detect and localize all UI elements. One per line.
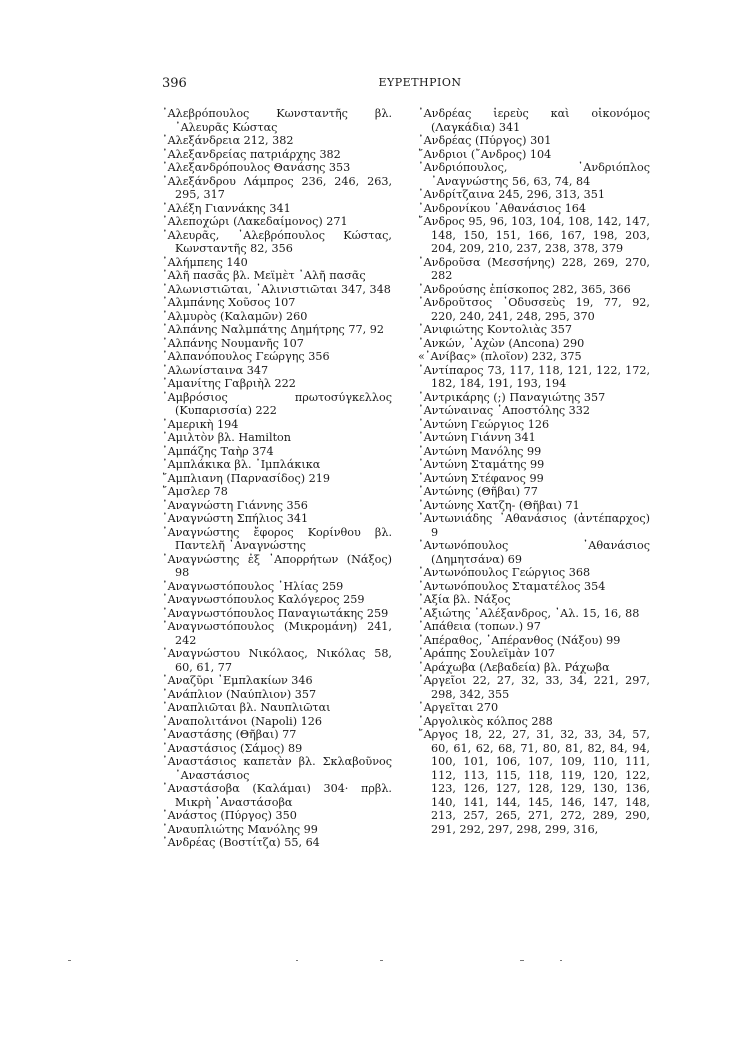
- index-entry: ᾿Αναστάσιος (Σάμος) 89: [162, 741, 303, 755]
- index-entry: ᾿Αράχωβα (Λεβαδεία) βλ. Ράχωβα: [418, 660, 610, 674]
- index-entry: ῎Ανδριοι (῎Ανδρος) 104: [418, 147, 552, 161]
- index-entry: ᾿Αμανίτης Γαβριὴλ 222: [162, 377, 296, 390]
- index-entry: ᾿Αλεβρόπουλος Κωνσταντῆς βλ. ᾿Αλευρᾶς Κώστας: [162, 107, 392, 134]
- scan-speck: [520, 960, 524, 961]
- index-entry: ᾿Αλῆ πασᾶς βλ. Μεϊμὲτ ᾿Αλῆ πασᾶς: [162, 269, 366, 282]
- page-number: 396: [162, 76, 187, 91]
- index-entry: ᾿Αργεῖοι 22, 27, 32, 33, 34, 221, 297, 298, 342, 355: [418, 674, 650, 701]
- index-entry: ᾿Αλευρᾶς, ᾿Αλεβρόπουλος Κώστας, Κωνσταντῆς 82, 356: [162, 228, 392, 255]
- index-entry: ᾿Ανάστος (Πύργος) 350: [162, 809, 297, 822]
- index-entry: ῎Αμπλιανη (Παρνασίδος) 219: [162, 471, 331, 485]
- index-entry: ᾿Αλεξάνδρεια 212, 382: [162, 134, 294, 147]
- index-entry: ᾿Αναστάσιος καπετὰν βλ. Σκλαβοῦνος ᾿Αναστάσιος: [162, 755, 392, 782]
- index-entry: ᾿Αμιλτὸν βλ. Hamilton: [162, 431, 292, 444]
- index-entry: ᾿Αλήμπεης 140: [162, 255, 248, 269]
- index-entry: ᾿Αναγνώστη Σπήλιος 341: [162, 512, 309, 525]
- index-entry: ᾿Αναπολιτάνοι (Napoli) 126: [162, 714, 322, 728]
- index-entry: ᾿Αντωνόπουλος Γεώργιος 368: [418, 566, 591, 579]
- index-entry: ᾿Ανδρίτζαινα 245, 296, 313, 351: [418, 188, 606, 201]
- index-entry: ᾿Αμβρόσιος πρωτοσύγκελλος (Κυπαρισσία) 222: [162, 390, 392, 417]
- index-entry: ᾿Αναγνωστόπουλος (Μικρομάνη) 241, 242: [162, 620, 392, 647]
- index-entry: ᾿Αμπλάκικα βλ. ᾿Ιμπλάκικα: [162, 458, 321, 471]
- index-entry: ᾿Αξία βλ. Νάξος: [418, 593, 511, 606]
- index-entry: ᾿Ανάπλιον (Ναύπλιον) 357: [162, 687, 317, 701]
- index-entry: ᾿Αντώνη Γιάννη 341: [418, 431, 536, 444]
- index-entry: ᾿Αντωνιάδης ᾿Αθανάσιος (ἀντέπαρχος) 9: [418, 512, 650, 539]
- index-entry: ᾿Αναγνωστόπουλος ᾿Ηλίας 259: [162, 579, 344, 593]
- index-entry: ᾿Αντώναινας ᾿Αποστόλης 332: [418, 404, 590, 417]
- index-entry: ῎Ανδρος 95, 96, 103, 104, 108, 142, 147, 148, 150, 151, 166, 167, 198, 203, 204, 209, 210, 237, 238, 378, 379: [418, 215, 650, 255]
- index-entry: «᾿Ανίβας» (πλοῖον) 232, 375: [418, 350, 582, 363]
- index-entry: ᾿Ανδρονίκου ᾿Αθανάσιος 164: [418, 201, 587, 215]
- index-entry: ᾿Αξιώτης ᾿Αλέξανδρος, ᾿Αλ. 15, 16, 88: [418, 606, 640, 620]
- index-entry: ᾿Απάθεια (τοπων.) 97: [418, 620, 541, 633]
- scan-speck: [68, 960, 71, 961]
- index-entry: ᾿Αναστάσης (Θῆβαι) 77: [162, 728, 297, 741]
- index-entry: ᾿Αντωνόπουλος ᾿Αθανάσιος (Δημητσάνα) 69: [418, 539, 650, 566]
- index-entry: ᾿Αλπάνης Νουμανῆς 107: [162, 336, 304, 350]
- index-entry: ᾿Αλεξάνδρου Λάμπρος 236, 246, 263, 295, 317: [162, 174, 392, 201]
- index-entry: ᾿Αναπλιῶται βλ. Ναυπλιῶται: [162, 701, 331, 714]
- index-entry: ᾿Αργολικὸς κόλπος 288: [418, 714, 553, 728]
- index-entry: ᾿Ανδρέας (Πύργος) 301: [418, 134, 552, 147]
- index-entry: ᾿Αναγνωστόπουλος Καλόγερος 259: [162, 593, 365, 606]
- index-entry: ᾿Αντώνης (Θῆβαι) 77: [418, 485, 538, 498]
- index-entry: ᾿Αλμυρὸς (Καλαμῶν) 260: [162, 309, 308, 323]
- scan-specks: [0, 960, 744, 970]
- index-entry: ᾿Αμπάζης Ταὴρ 374: [162, 444, 274, 458]
- index-entry: ᾿Αλμπάνης Χοῦσος 107: [162, 296, 296, 309]
- index-entry: ᾿Αναγνώστου Νικόλαος, Νικόλας 58, 60, 61, 77: [162, 647, 392, 674]
- index-entry: ᾿Αλέξη Γιαννάκης 341: [162, 201, 291, 215]
- index-entry: ᾿Αλωνιστιῶται, ᾿Αλινιστιῶται 347, 348: [162, 282, 391, 296]
- index-entry: ᾿Αναστάσοβα (Καλάμαι) 304· πρβλ. Μικρὴ ᾿Αναστάσοβα: [162, 782, 392, 809]
- index-entry: ᾿Ανκών, ᾿Αχὼν (Ancona) 290: [418, 336, 585, 350]
- scan-speck: [380, 960, 383, 961]
- running-head: ΕΥΡΕΤΗΡΙΟΝ: [378, 76, 462, 89]
- index-entry: ᾿Αναγνωστόπουλος Παναγιωτάκης 259: [162, 606, 389, 620]
- index-column-right: [418, 107, 650, 836]
- index-column-left: [162, 107, 392, 850]
- scan-speck: [560, 960, 562, 961]
- index-entry: ᾿Αντρικάρης (;) Παναγιώτης 357: [418, 390, 606, 404]
- index-entry: ᾿Αναυπλιώτης Μανόλης 99: [162, 822, 318, 836]
- index-entry: ᾿Αναζῦρι ᾿Εμπλακίων 346: [162, 674, 313, 687]
- index-entry: ᾿Ανδρέας ἱερεὺς καὶ οἰκονόμος (Λαγκάδια) 341: [418, 107, 650, 134]
- index-entry: ᾿Αναγνώστης ἐξ ᾿Απορρήτων (Νάξος) 98: [162, 552, 392, 579]
- scan-speck: [296, 960, 298, 961]
- index-entry: ᾿Ανδροῦσα (Μεσσήνης) 228, 269, 270, 282: [418, 255, 650, 282]
- index-entry: ᾿Αργεῖται 270: [418, 701, 499, 714]
- index-entry: ᾿Αναγνώστη Γιάννης 356: [162, 498, 308, 512]
- index-entry: ᾿Αντώνη Σταμάτης 99: [418, 458, 545, 471]
- index-entry: ᾿Ανδροῦτσος ᾿Οδυσσεὺς 19, 77, 92, 220, 240, 241, 248, 295, 370: [418, 296, 650, 323]
- index-entry: ᾿Αλεποχώρι (Λακεδαίμονος) 271: [162, 215, 348, 228]
- index-entry: ᾿Αλπάνης Ναλμπάτης Δημήτρης 77, 92: [162, 323, 384, 336]
- index-entry: ᾿Αράπης Σουλεϊμὰν 107: [418, 647, 555, 660]
- index-entry: ῎Αμσλερ 78: [162, 485, 228, 498]
- index-entry: ᾿Ανδρούσης ἐπίσκοπος 282, 365, 366: [418, 282, 631, 296]
- index-entry: ῎Αργος 18, 22, 27, 31, 32, 33, 34, 57, 60, 61, 62, 68, 71, 80, 81, 82, 84, 94, 100, 101, 106, 107, 109, 110, 111, 112, 113, 115, 118, 119, 120, 122, 123, 126, 127, 128, 129, 130, 136, 140, 141, 144, 145, 146, 147, 148, 213, 257, 265, 271, 272, 289, 290, 291, 292, 297, 298, 299, 316,: [418, 728, 650, 836]
- index-entry: ᾿Αντώνη Γεώργιος 126: [418, 417, 550, 431]
- index-entry: ᾿Αλεξανδρόπουλος Θανάσης 353: [162, 161, 351, 174]
- index-entry: ᾿Αλεξανδρείας πατριάρχης 382: [162, 147, 341, 161]
- index-entry: ᾿Αμερικὴ 194: [162, 417, 239, 431]
- index-entry: ᾿Αντώνη Μανόλης 99: [418, 444, 542, 458]
- index-entry: ᾿Αναγνώστης ἔφορος Κορίνθου βλ. Παντελῆ ᾿Αναγνώστης: [162, 525, 392, 552]
- index-entry: ᾿Αντίπαρος 73, 117, 118, 121, 122, 172, 182, 184, 191, 193, 194: [418, 363, 650, 390]
- index-entry: ᾿Ανδριόπουλος, ᾿Ανδριόπλος ᾿Αναγνώστης 56, 63, 74, 84: [418, 161, 650, 188]
- index-entry: ᾿Ανιφιώτης Κοντολιὰς 357: [418, 323, 572, 336]
- index-entry: ᾿Αντώνης Χατζη- (Θῆβαι) 71: [418, 498, 580, 512]
- index-entry: ᾿Ανδρέας (Βοστίτζα) 55, 64: [162, 836, 320, 849]
- index-entry: ᾿Απέραθος, ᾿Απέρανθος (Νάξου) 99: [418, 633, 621, 647]
- index-entry: ᾿Αλπανόπουλος Γεώργης 356: [162, 350, 330, 363]
- index-entry: ᾿Αλωνίσταινα 347: [162, 363, 269, 377]
- index-entry: ᾿Αντωνόπουλος Σταματέλος 354: [418, 579, 606, 593]
- index-entry: ᾿Αντώνη Στέφανος 99: [418, 471, 544, 485]
